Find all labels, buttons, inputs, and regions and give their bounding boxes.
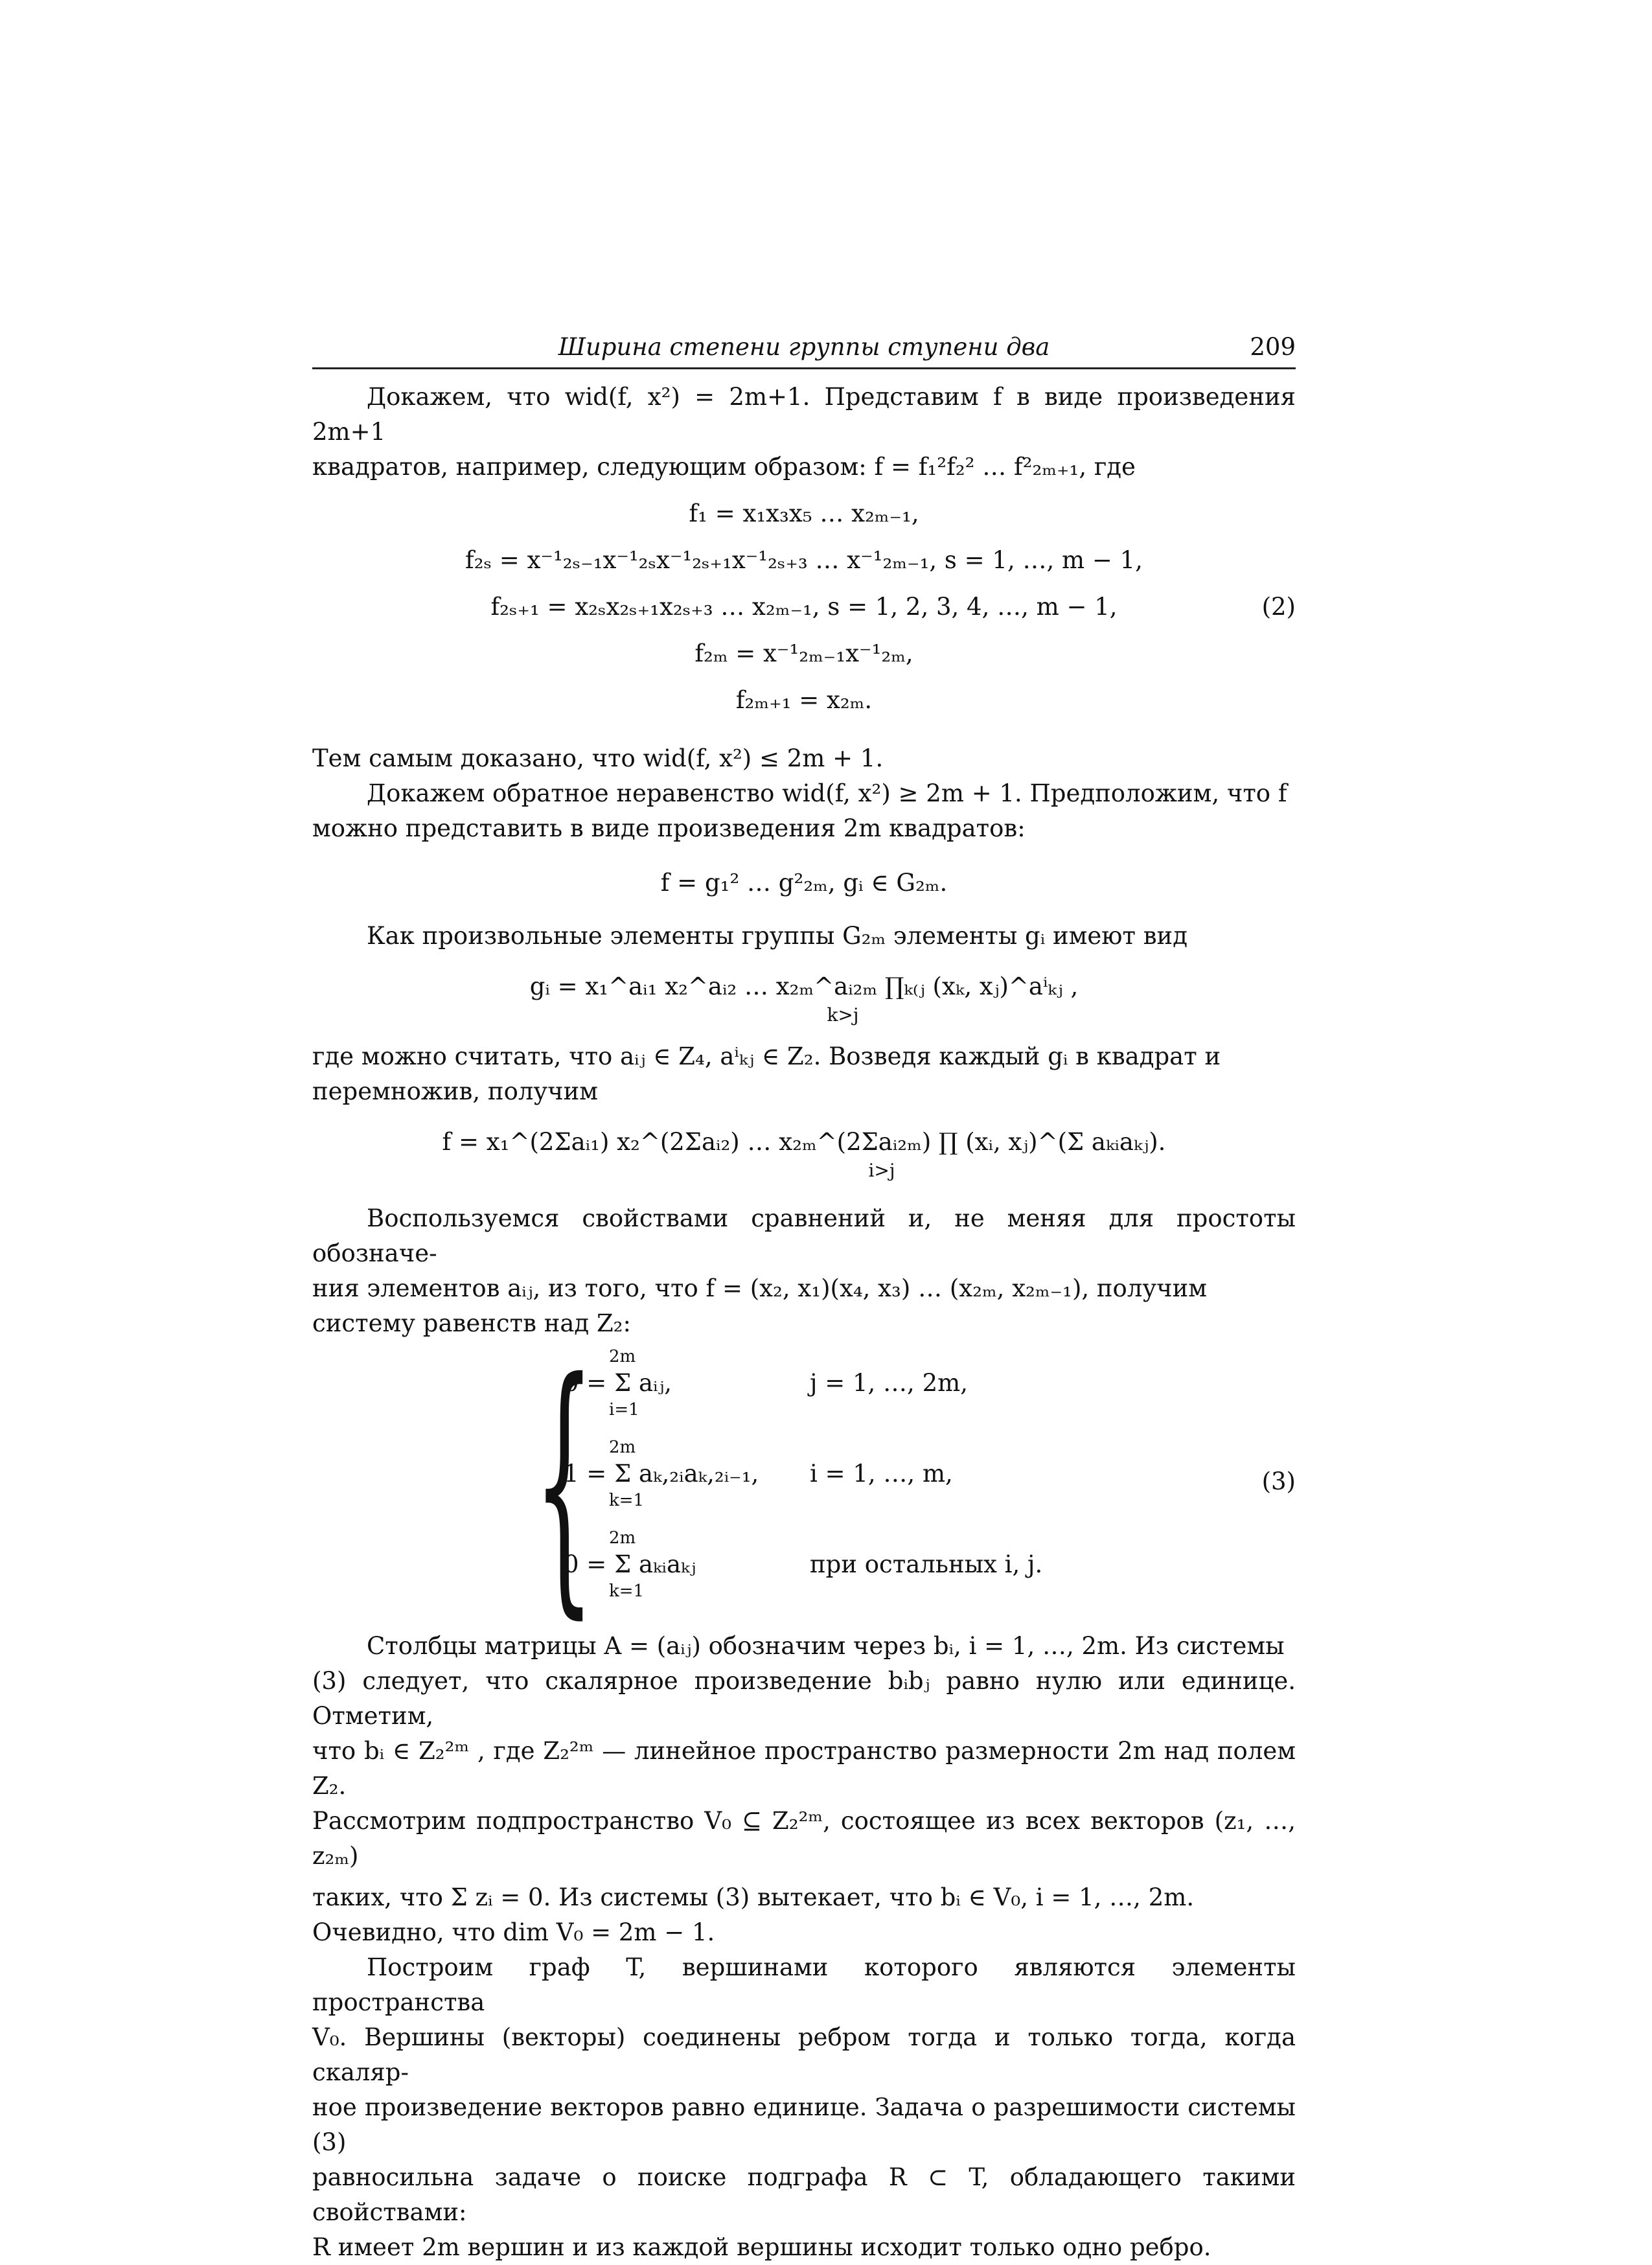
paragraph-8-line-2: V₀. Вершины (векторы) соединены ребром тогда и только тогда, когда скаляр- <box>312 2023 1296 2086</box>
paragraph-8-line-5: R имеет 2m вершин и из каждой вершины исходит только одно ребро. <box>312 2233 1211 2261</box>
system-row-2: 2m 1 = Σ aₖ,₂ᵢaₖ,₂ᵢ₋₁, i = 1, …, m, k=1 <box>564 1438 953 1510</box>
page-body <box>312 327 1296 2265</box>
paragraph-5-line-2: перемножив, получим <box>312 1077 599 1105</box>
paragraph-6-line-2: ния элементов aᵢⱼ, из того, что f = (x₂, x₁)(x₄, x₃) … (x₂ₘ, x₂ₘ₋₁), получим <box>312 1274 1208 1302</box>
equation-f2s: f₂ₛ = x⁻¹₂ₛ₋₁x⁻¹₂ₛx⁻¹₂ₛ₊₁x⁻¹₂ₛ₊₃ … x⁻¹₂ₘ₋₁, s = 1, …, m − 1, <box>465 546 1143 574</box>
equation-f2m: f₂ₘ = x⁻¹₂ₘ₋₁x⁻¹₂ₘ, <box>694 639 913 667</box>
paragraph-6-line-1: Воспользуемся свойствами сравнений и, не меняя для простоты обозначе- <box>312 1204 1296 1267</box>
paragraph-2: Тем самым доказано, что wid(f, x²) ≤ 2m + 1. <box>312 744 884 772</box>
paragraph-7-line-5: таких, что Σ zᵢ = 0. Из системы (3) вытекает, что bᵢ ∈ V₀, i = 1, …, 2m. <box>312 1883 1195 1911</box>
left-brace: { <box>534 1325 595 1642</box>
paragraph-7-line-3: что bᵢ ∈ Z₂²ᵐ , где Z₂²ᵐ — линейное пространство размерности 2m над полем Z₂. <box>312 1737 1296 1800</box>
paragraph-7-line-6: Очевидно, что dim V₀ = 2m − 1. <box>312 1918 715 1946</box>
running-title: Ширина степени группы ступени два <box>558 333 1050 361</box>
paragraph-5-line-1: где можно считать, что aᵢⱼ ∈ Z₄, aⁱₖⱼ ∈ Z₂. Возведя каждый gᵢ в квадрат и <box>312 1042 1221 1070</box>
running-header <box>312 327 1296 369</box>
paragraph-6-line-3: систему равенств над Z₂: <box>312 1309 631 1337</box>
equation-f1: f₁ = x₁x₃x₅ … x₂ₘ₋₁, <box>689 500 919 527</box>
equation-g-product: f = g₁² … g²₂ₘ, gᵢ ∈ G₂ₘ. <box>660 869 948 897</box>
system-row-1: 2m 0 = Σ aᵢⱼ, j = 1, …, 2m, i=1 <box>564 1347 968 1420</box>
page-number: 209 <box>1250 333 1296 361</box>
paragraph-8-line-1: Построим граф T, вершинами которого являются элементы пространства <box>312 1953 1296 2016</box>
equation-2-block <box>312 496 1296 730</box>
equation-gi: gᵢ = x₁^aᵢ₁ x₂^aᵢ₂ … x₂ₘ^aᵢ₂ₘ ∏ₖ₍ⱼ (xₖ, xⱼ)^aⁱₖⱼ , k>j <box>312 969 1296 1026</box>
equation-f2m-plus-1: f₂ₘ₊₁ = x₂ₘ. <box>735 686 873 714</box>
paragraph-3-line-2: можно представить в виде произведения 2m квадратов: <box>312 814 1026 842</box>
equation-gi-subscript: k>j <box>827 1004 859 1026</box>
system-row-3: 2m 0 = Σ aₖᵢaₖⱼ при остальных i, j. k=1 <box>564 1528 1043 1601</box>
paragraph-7-line-1: Столбцы матрицы A = (aᵢⱼ) обозначим через bᵢ, i = 1, …, 2m. Из системы <box>367 1632 1285 1660</box>
equation-number-3: (3) <box>1261 1467 1296 1495</box>
paragraph-4: Как произвольные элементы группы G₂ₘ элементы gᵢ имеют вид <box>367 922 1187 950</box>
paragraph-7-line-2: (3) следует, что скалярное произведение bᵢbⱼ равно нулю или единице. Отметим, <box>312 1667 1296 1730</box>
equation-number-2: (2) <box>1261 593 1296 621</box>
paragraph-8-line-3: ное произведение векторов равно единице. Задача о разрешимости системы (3) <box>312 2093 1296 2156</box>
equation-f-product-subscript: i>j <box>868 1160 895 1181</box>
paragraph-1-line-2: квадратов, например, следующим образом: f = f₁²f₂² … f²₂ₘ₊₁, где <box>312 453 1136 481</box>
equation-f-product: f = x₁^(2Σaᵢ₁) x₂^(2Σaᵢ₂) … x₂ₘ^(2Σaᵢ₂ₘ) ∏ (xᵢ, xⱼ)^(Σ aₖᵢaₖⱼ). i>j <box>312 1125 1296 1182</box>
paragraph-3-line-1: Докажем обратное неравенство wid(f, x²) ≥ 2m + 1. Предположим, что f <box>367 779 1287 807</box>
paragraph-8-line-4: равносильна задаче о поиске подграфа R ⊂ T, обладающего такими свойствами: <box>312 2163 1296 2226</box>
paragraph-1-line-1: Докажем, что wid(f, x²) = 2m+1. Представим f в виде произведения 2m+1 <box>312 383 1296 446</box>
equation-f2s-plus-1: f₂ₛ₊₁ = x₂ₛx₂ₛ₊₁x₂ₛ₊₃ … x₂ₘ₋₁, s = 1, 2, 3, 4, …, m − 1, (2) <box>312 590 1296 636</box>
paragraph-7-line-4: Рассмотрим подпространство V₀ ⊆ Z₂²ᵐ, состоящее из всех векторов (z₁, …, z₂ₘ) <box>312 1807 1296 1870</box>
equation-system-3 <box>312 1325 1296 1642</box>
